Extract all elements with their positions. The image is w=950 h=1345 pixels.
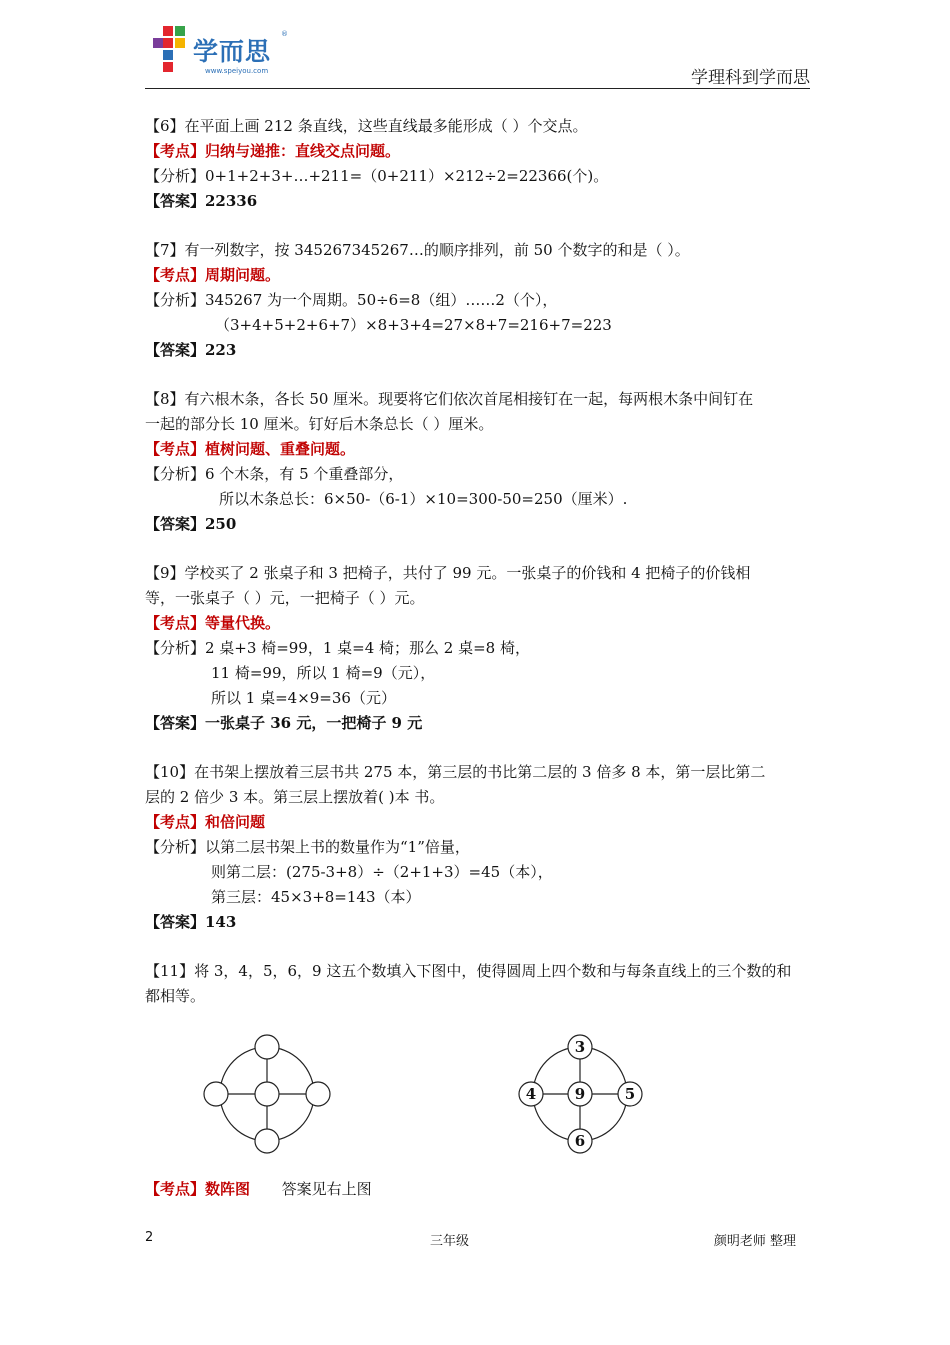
key-point-note: 答案见右上图	[281, 1180, 372, 1198]
answer: 【答案】223	[145, 341, 237, 359]
key-point: 【考点】和倍问题	[145, 813, 266, 831]
key-point: 【考点】植树问题、重叠问题。	[145, 440, 356, 458]
logo-url: www.speiyou.com	[205, 67, 269, 75]
analysis-line: 所以木条总长：6×50-（6-1）×10=300-50=250（厘米）.	[219, 490, 628, 508]
document-body	[145, 114, 810, 1226]
problem-11	[145, 959, 810, 1202]
blank-node-bottom	[255, 1129, 279, 1153]
author-credit: 颜明老师 整理	[713, 1234, 796, 1249]
answer: 【答案】250	[145, 515, 237, 533]
question-line: 【7】有一列数字，按 345267345267…的顺序排列，前 50 个数字的和是（ ）。	[145, 241, 690, 259]
answer-node-bottom: 6	[574, 1132, 586, 1150]
answer-node-right: 5	[624, 1085, 636, 1103]
question-line: 都相等。	[145, 987, 206, 1005]
analysis-line: 【分析】6 个木条，有 5 个重叠部分，	[145, 465, 404, 483]
question-line: 【8】有六根木条，各长 50 厘米。现要将它们依次首尾相接钉在一起，每两根木条中间钉在	[145, 390, 754, 408]
analysis-line: 所以 1 桌=4×9=36（元）	[211, 689, 396, 707]
question-line: 等，一张桌子（ ）元，一把椅子（ ）元。	[145, 589, 425, 607]
answer-node-center: 9	[574, 1085, 586, 1103]
blank-node-left	[204, 1082, 228, 1106]
logo-mark-icon	[153, 24, 193, 74]
logo-text: 学而思	[193, 37, 272, 66]
question-line: 【11】将 3，4，5，6，9 这五个数填入下图中，使得圆周上四个数和与每条直线上的三个数的和	[145, 962, 792, 980]
number-diagrams	[145, 1017, 810, 1177]
problem-6	[145, 114, 810, 214]
problem-10	[145, 760, 810, 935]
answer: 【答案】一张桌子 36 元，一把椅子 9 元	[145, 714, 423, 732]
problem-9	[145, 561, 810, 736]
key-point: 【考点】归纳与递推：直线交点问题。	[145, 142, 401, 160]
registered-mark: ®	[281, 30, 288, 38]
key-point: 【考点】等量代换。	[145, 614, 281, 632]
key-point-row	[145, 1177, 810, 1202]
page-header	[145, 18, 810, 88]
analysis-line: 第三层：45×3+8=143（本）	[211, 888, 421, 906]
answer-node-left: 4	[525, 1085, 537, 1103]
key-point: 【考点】数阵图	[145, 1180, 251, 1198]
analysis-line: 【分析】345267 为一个周期。50÷6=8（组）……2（个），	[145, 291, 558, 309]
blank-node-right	[306, 1082, 330, 1106]
question-line: 一起的部分长 10 厘米。钉好后木条总长（ ）厘米。	[145, 415, 494, 433]
blank-node-center	[255, 1082, 279, 1106]
analysis-line: 【分析】2 桌+3 椅=99，1 桌=4 椅；那么 2 桌=8 椅，	[145, 639, 530, 657]
answer: 【答案】22336	[145, 192, 258, 210]
analysis-line: 11 椅=99，所以 1 椅=9（元），	[211, 664, 436, 682]
question-line: 【6】在平面上画 212 条直线，这些直线最多能形成（ ）个交点。	[145, 117, 588, 135]
question-line: 层的 2 倍少 3 本。第三层上摆放着( )本 书。	[145, 788, 445, 806]
page-number: 2	[145, 1230, 154, 1245]
question-line: 【10】在书架上摆放着三层书共 275 本，第三层的书比第二层的 3 倍多 8 本，第一层比第二	[145, 763, 766, 781]
analysis-line: （3+4+5+2+6+7）×8+3+4=27×8+7=216+7=223	[215, 316, 612, 334]
problem-7	[145, 238, 810, 363]
grade-label: 三年级	[430, 1234, 470, 1249]
key-point: 【考点】周期问题。	[145, 266, 281, 284]
blank-node-top	[255, 1035, 279, 1059]
logo	[153, 24, 293, 84]
analysis-line: 【分析】0+1+2+3+…+211=（0+211）×212÷2=22366(个)。	[145, 167, 609, 185]
question-line: 【9】学校买了 2 张桌子和 3 把椅子，共付了 99 元。一张桌子的价钱和 4 把椅子的价钱相	[145, 564, 751, 582]
analysis-line: 则第二层：(275-3+8）÷（2+1+3）=45（本），	[211, 863, 553, 881]
problem-8	[145, 387, 810, 537]
answer-node-top: 3	[574, 1038, 586, 1056]
analysis-line: 【分析】以第二层书架上书的数量作为“1”倍量，	[145, 838, 470, 856]
header-slogan: 学理科到学而思	[691, 68, 810, 88]
answer: 【答案】143	[145, 913, 237, 931]
header-divider	[145, 88, 810, 89]
diagrams-svg	[145, 1017, 810, 1177]
blank-diagram	[204, 1035, 330, 1153]
